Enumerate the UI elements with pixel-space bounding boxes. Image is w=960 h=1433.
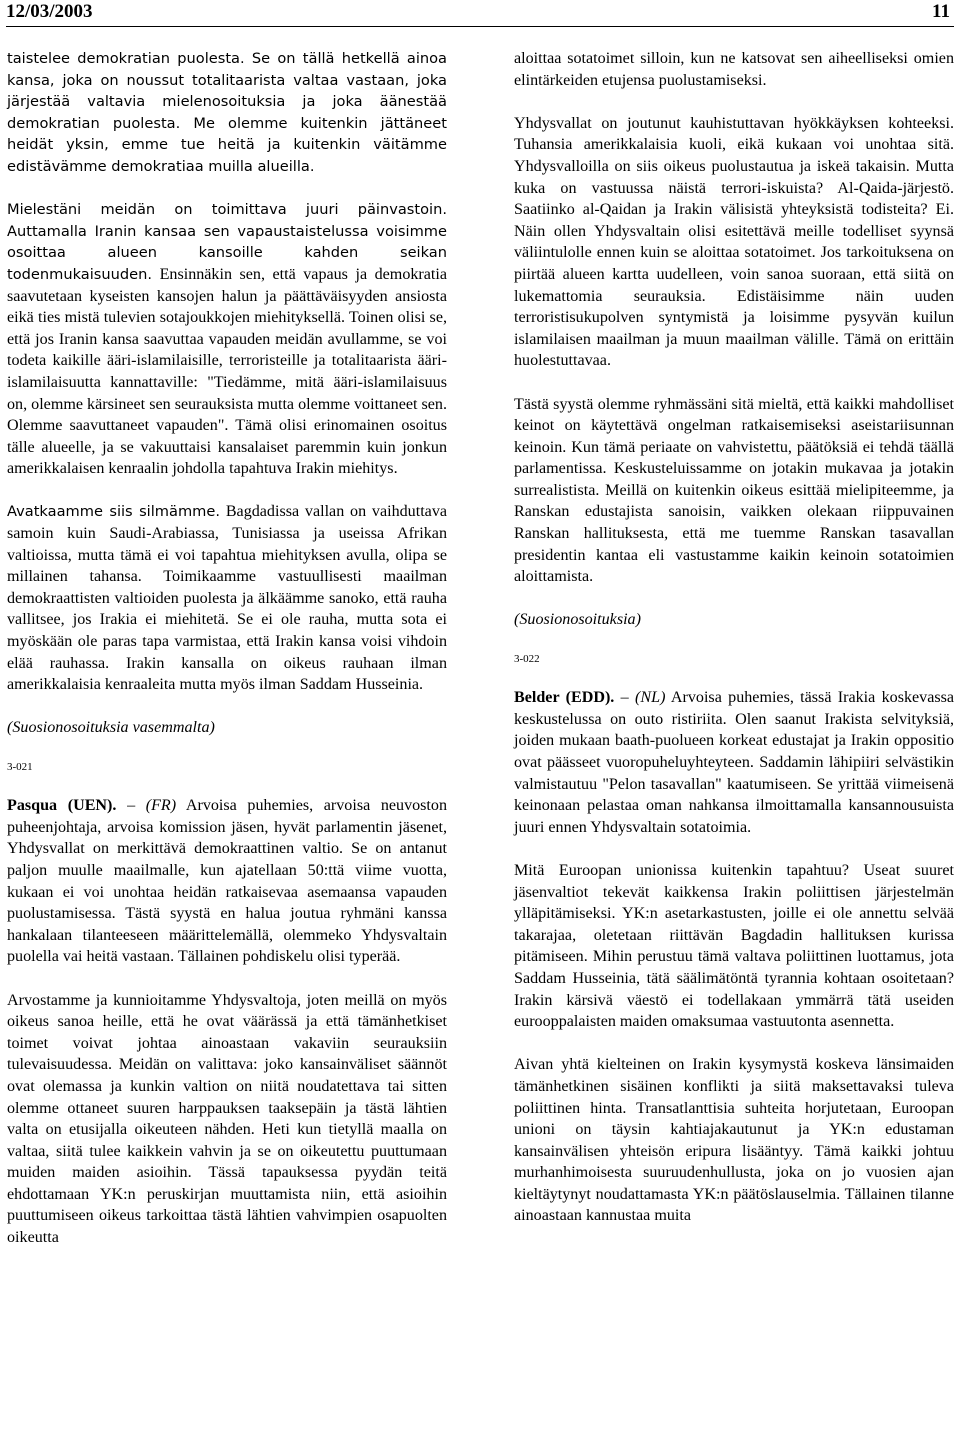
paragraph: Aivan yhtä kielteinen on Irakin kysymystä koskeva länsimaiden tämänhetkinen sisäinen konflikti ja siitä maksettavaksi tuleva poliittinen hinta. Transatlanttisia suhteita horjutetaan, Euroopan unioni on täysin kahtiajakautunut ja YK:n edustaman kansainvälisen yhteisön eripura lisääntyy. Tämä kaikki johtuu murhanhimoisesta suuruudenhullusta, joka on jo vuosien ajan kieltäytynyt noudattamasta YK:n päätöslauselmia. Tällainen tilanne ainoastaan kannustaa muita bbox=[514, 1056, 954, 1225]
paragraph: taistelee demokratian puolesta. Se on tällä hetkellä ainoa kansa, joka on noussut totalitaarista valtaa vastaan, joka järjestää valtavia mielenosoituksia ja joka äänestää demokratian puolesta. Me olemme kuitenkin jättäneet heidät yksin, emme tue heitä ja kuitenkin väitämme edistävämme demokratiaa muilla alueilla. bbox=[7, 50, 447, 175]
paragraph-rest: Bagdadissa vallan on vaihduttava samoin kuin Saudi-Arabiassa, Tunisiassa ja useissa Afrikan valtioissa, mutta tämä ei voi tapahtua miehityksen avulla, olipa se millainen tahansa. Toimikaamme vastuullisesti maailman demokraattisten valtioiden puolesta ja älkäämme sanoko, että rauha vallitsee, jos Irakia ei miehitetä. Se ei ole rauha, mutta sota ei myöskään ole paras tapa varmistaa, että Irakin kansa voisi vihdoin elää rauhassa. Irakin kansalla on oikeus rauhaan ilman amerikkalaisia kenraaleita mutta myös ilman Saddam Husseinia. bbox=[7, 503, 448, 694]
speaker-name: Pasqua (UEN). bbox=[7, 797, 117, 815]
dash: – bbox=[620, 689, 629, 707]
paragraph bbox=[514, 687, 954, 838]
language-tag: (NL) bbox=[635, 689, 666, 707]
speaker-name: Belder (EDD). bbox=[514, 689, 615, 707]
paragraph-lead: Mielestäni meidän on toimittava juuri päinvastoin. bbox=[7, 201, 447, 219]
paragraph-rest: Ensinnäkin sen, että vapaus ja demokratia saavutetaan kyseisten kansojen halun ja päättäväisyyden ansiosta eikä ties mistä tulevien sotajoukkojen miehityksellä. Toinen olisi se, että jos Iranin kansa saavuttaa vapauden meidän avullamme, se voi todeta kaikille ääri-islamilaisille, terroristeille ja totalitaarista ääri-islamilaisuutta kannattaville: "Tiedämme, mitä ääri-islamilaisuus on, olemme kärsineet sen seurauksista mutta olemme voittaneet sen. Olemme saavuttaneet vapauden". Tämä olisi erinomainen osoitus tälle alueelle, ja se vakuuttaisi kansalaiset paremmin kuin jonkun amerikkalaisen kenraalin johdolla tapahtuva Irakin miehitys. bbox=[7, 265, 447, 478]
speech-code: 3-022 bbox=[514, 652, 540, 665]
paragraph: Tästä syystä olemme ryhmässäni sitä mieltä, että kaikki mahdolliset keinot on käytettävä ongelman ratkaisemiseksi aseistariisunnan keinoin. Kun tämä periaate on vahvistettu, päätöksiä ei tehdä täällä parlamentissa. Keskusteluissamme on jotakin mukavaa ja jotakin surrealistista. Meillä on kuitenkin oikeus esittää mielipiteemme, ja Ranskan edustajista sanoisin, vaikken olekaan riippuvainen Ranskan hallituksesta, että me tuemme Ranskan tasavallan presidentin kantaa eli vastustamme kaikin keinoin sotatoimien aloittamista. bbox=[514, 395, 954, 586]
paragraph: aloittaa sotatoimet silloin, kun ne katsovat sen aiheelliseksi omien elintärkeiden etujensa puolustamiseksi. bbox=[514, 50, 954, 89]
page-header bbox=[6, 0, 954, 27]
paragraph-lead: Avatkaamme siis silmämme. bbox=[7, 503, 220, 521]
paragraph bbox=[7, 501, 447, 695]
paragraph: Arvostamme ja kunnioitamme Yhdysvaltoja, joten meillä on myös oikeus sanoa heille, että he ovat väärässä ja että tämänhetkiset toimet voivat johtaa ainoastaan vakaviin seurauksiin tulevaisuudessa. Meidän on valittava: joko kansainväliset säännöt ovat olemassa ja kunkin valtion on niitä noudatettava tai sitten olemme ottaneet suuren harppauksen taaksepäin ja tästä lähtien valta on etusijalla oikeuteen nähden. Heti kun tietyllä maalla on valtaa, siitä tulee kaikkein vahvin ja se on oikeutettu puuttumaan muiden maiden asioihin. Tässä tapauksessa pyydän teitä ehdottamaan YK:n peruskirjan muuttamista niin, että asioihin puuttumiseen oikeus tarkoittaa tästä lähtien vahvimpien osapuolten oikeutta bbox=[7, 991, 447, 1247]
paragraph-rest: Arvoisa puhemies, tässä Irakia koskevassa keskustelussa on outo ristiriita. Olen saanut Irakista selvityksiä, joiden mukaan baath-puolueen korkeat edustajat ja Irakin oppositio ovat päässeet vuoropuheluyhteyteen. Saddamin lähipiiri selvästikin valmistautuu "Pelon tasavallan" kaatumiseen. Se yrittää viimeisenä keinonaan pelastaa oman nahkansa ilmoittamalla kansannousuista juuri ennen Yhdysvaltain sotatoimia. bbox=[514, 689, 955, 836]
paragraph-rest: Arvoisa puhemies, arvoisa neuvoston puheenjohtaja, arvoisa komission jäsen, hyvät parlamentin jäsenet, Yhdysvallat on merkittävä demokraattinen valtio. Se on antanut paljon muulle maailmalle, kun ajatellaan 50:ttä viime vuotta, kukaan ei voi unohtaa heidän ratkaisevaa asemaansa vapauden puolustamisessa. Tästä syystä en halua joutua ryhmäni kanssa hankalaan tilanteeseen määrittelemällä, olemmeko Yhdysvaltain puolella vai heitä vastaan. Tällainen pohdiskelu olisi typerää. bbox=[7, 797, 447, 966]
left-column bbox=[7, 48, 447, 1249]
language-tag: (FR) bbox=[145, 797, 177, 815]
dash: – bbox=[127, 797, 136, 815]
applause-note: (Suosionosoituksia vasemmalta) bbox=[7, 719, 215, 737]
paragraph-lead-rest: Auttamalla Iranin kansaa sen vapaustaistelussa voisimme osoittaa alueen kansoille kahden seikan todenmukaisuuden. bbox=[7, 222, 447, 283]
paragraph: Yhdysvallat on joutunut kauhistuttavan hyökkäyksen kohteeksi. Tuhansia amerikkalaisia kuoli, eikä kukaan voi unohtaa sitä. Yhdysvalloilla on siis oikeus puolustautua ja iskeä takaisin. Mutta kuka on vastuussa näistä terrori-iskuista? Al-Qaida-järjestö. Saatiinko al-Qaidan ja Irakin välisistä yhteyksistä todisteita? Ei. Näin ollen Yhdysvaltain olisi esitettävä meille todelliset syynsä väliintulolle ennen kuin se aloittaa sotatoimet. Jos tarkoituksena on piirtää alueen kartta uudelleen, voin sanoa suoraan, että siitä on lukemattomia seurauksia. Edistäisimme näin uuden terroristisukupolven syntymistä ja loisimme pysyvän kuilun islamilaisen maailman ja muun maailman välille. Tämä on erittäin huolestuttavaa. bbox=[514, 114, 954, 370]
header-page-number: 11 bbox=[932, 1, 950, 22]
applause-note: (Suosionosoituksia) bbox=[514, 611, 641, 629]
paragraph bbox=[7, 199, 447, 480]
header-date: 12/03/2003 bbox=[6, 1, 93, 22]
paragraph: Mitä Euroopan unionissa kuitenkin tapahtuu? Useat suuret jäsenvaltiot tekevät kaikkensa Irakin poliittisen järjestelmän ylläpitämiseksi. YK:n asetarkastusten, joille ei ole annettu selvää takarajaa, oletetaan riittävän Bagdadin hallituksen kurissa pitämiseen. Mihin perustuu tämä valtava poliittinen luottamus, jota Saddam Husseinia, tätä säälimätöntä tyrannia kohtaan osoitetaan? Irakin kärsivä väestö ei todellakaan ymmärrä tätä useiden eurooppalaisten maiden omaksumaa vastuutonta asennetta. bbox=[514, 861, 954, 1031]
paragraph bbox=[7, 795, 447, 968]
speech-code: 3-021 bbox=[7, 760, 33, 773]
right-column bbox=[514, 48, 954, 1227]
